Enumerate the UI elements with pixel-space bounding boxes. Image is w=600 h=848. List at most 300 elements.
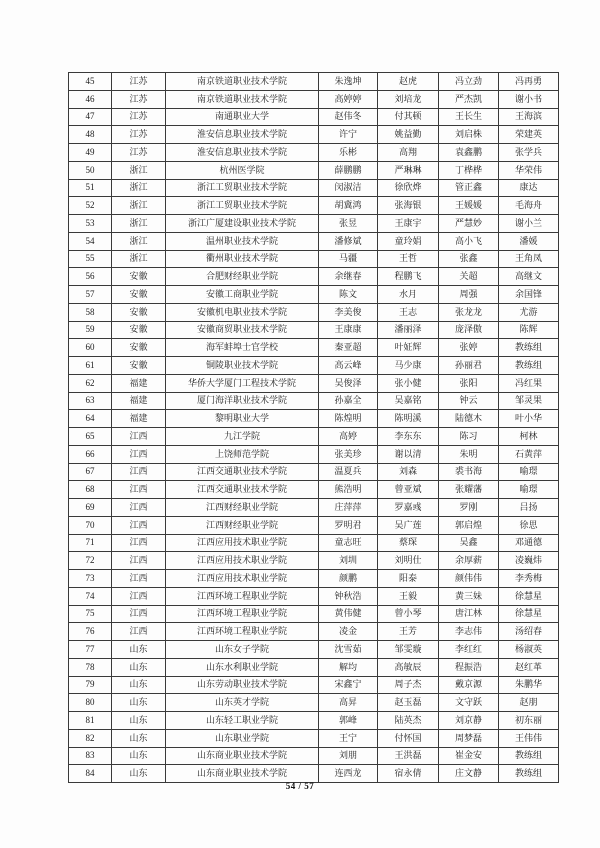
member-name-4: 谢小兰 [499, 215, 559, 233]
member-name-4: 陈辉 [499, 321, 559, 339]
table-row [69, 303, 559, 321]
province: 山东 [112, 694, 166, 712]
province: 福建 [112, 410, 166, 428]
row-number: 83 [69, 747, 112, 765]
member-name-2: 宿永倩 [378, 765, 439, 783]
row-number: 81 [69, 712, 112, 730]
member-name-3: 袁鑫鹏 [439, 144, 499, 162]
member-name-3: 张龙龙 [439, 303, 499, 321]
member-name-2: 王志 [378, 303, 439, 321]
member-name-2: 张小健 [378, 374, 439, 392]
member-name-4: 高继文 [499, 268, 559, 286]
member-name-2: 王芳 [378, 623, 439, 641]
member-name-4: 教练组 [499, 339, 559, 357]
member-name-2: 马少康 [378, 357, 439, 375]
row-number: 60 [69, 339, 112, 357]
table-row [69, 605, 559, 623]
member-name-3: 唐江林 [439, 605, 499, 623]
school-name: 淮安信息职业技术学院 [166, 144, 319, 162]
member-name-2: 李东东 [378, 428, 439, 446]
table-row [69, 268, 559, 286]
member-name-1: 高婷 [319, 428, 378, 446]
member-name-4: 柯林 [499, 428, 559, 446]
row-number: 78 [69, 658, 112, 676]
member-name-3: 黄三妹 [439, 587, 499, 605]
member-name-4: 王伟伟 [499, 729, 559, 747]
province: 江西 [112, 481, 166, 499]
page-number: 54 / 57 [285, 781, 315, 791]
member-name-1: 吴俊泽 [319, 374, 378, 392]
member-name-2: 王洪磊 [378, 747, 439, 765]
school-name: 华侨大学厦门工程技术学院 [166, 374, 319, 392]
table-row [69, 179, 559, 197]
table-row [69, 286, 559, 304]
school-name: 山东水利职业学院 [166, 658, 319, 676]
member-name-3: 张鑫 [439, 250, 499, 268]
province: 山东 [112, 747, 166, 765]
member-name-4: 徐慧星 [499, 605, 559, 623]
province: 江苏 [112, 144, 166, 162]
row-number: 54 [69, 232, 112, 250]
member-name-1: 王宁 [319, 729, 378, 747]
school-name: 江西应用技术职业学院 [166, 570, 319, 588]
results-table [68, 72, 559, 783]
row-number: 49 [69, 144, 112, 162]
row-number: 46 [69, 90, 112, 108]
member-name-4: 喻璟 [499, 481, 559, 499]
school-name: 淮安信息职业技术学院 [166, 126, 319, 144]
member-name-3: 郭启煌 [439, 516, 499, 534]
member-name-2: 陆英杰 [378, 712, 439, 730]
row-number: 68 [69, 481, 112, 499]
member-name-4: 喻璟 [499, 463, 559, 481]
row-number: 69 [69, 499, 112, 517]
member-name-4: 杨淑英 [499, 641, 559, 659]
member-name-2: 潘丽泽 [378, 321, 439, 339]
table-row [69, 73, 559, 91]
member-name-1: 高婷婷 [319, 90, 378, 108]
table-row [69, 357, 559, 375]
table-row [69, 215, 559, 233]
province: 安徽 [112, 357, 166, 375]
school-name: 衢州职业技术学院 [166, 250, 319, 268]
member-name-2: 程鹏飞 [378, 268, 439, 286]
member-name-4: 汤绍春 [499, 623, 559, 641]
row-number: 62 [69, 374, 112, 392]
member-name-1: 闵淑洁 [319, 179, 378, 197]
member-name-3: 庄文静 [439, 765, 499, 783]
member-name-3: 王媛媛 [439, 197, 499, 215]
school-name: 铜陵职业技术学院 [166, 357, 319, 375]
member-name-4: 徐慧星 [499, 587, 559, 605]
province: 江西 [112, 570, 166, 588]
member-name-3: 刘京静 [439, 712, 499, 730]
table-row [69, 445, 559, 463]
row-number: 77 [69, 641, 112, 659]
member-name-2: 付其顿 [378, 108, 439, 126]
member-name-3: 庞泽傲 [439, 321, 499, 339]
member-name-2: 王毅 [378, 587, 439, 605]
school-name: 南京铁道职业技术学院 [166, 73, 319, 91]
member-name-2: 邹雯璇 [378, 641, 439, 659]
province: 江西 [112, 534, 166, 552]
school-name: 江西交通职业技术学院 [166, 463, 319, 481]
row-number: 53 [69, 215, 112, 233]
province: 安徽 [112, 303, 166, 321]
table-row [69, 552, 559, 570]
member-name-1: 孙嘉全 [319, 392, 378, 410]
member-name-2: 赵玉磊 [378, 694, 439, 712]
row-number: 70 [69, 516, 112, 534]
row-number: 75 [69, 605, 112, 623]
row-number: 84 [69, 765, 112, 783]
table-row [69, 232, 559, 250]
member-name-2: 蔡琛 [378, 534, 439, 552]
province: 福建 [112, 392, 166, 410]
row-number: 64 [69, 410, 112, 428]
member-name-4: 叶小华 [499, 410, 559, 428]
member-name-2: 曾亚斌 [378, 481, 439, 499]
table-row [69, 676, 559, 694]
province: 浙江 [112, 250, 166, 268]
member-name-2: 周子杰 [378, 676, 439, 694]
member-name-1: 刘圳 [319, 552, 378, 570]
results-table-body [69, 73, 559, 783]
member-name-4: 凌巍炜 [499, 552, 559, 570]
table-row [69, 712, 559, 730]
member-name-4: 潘媛 [499, 232, 559, 250]
school-name: 海军蚌埠士官学校 [166, 339, 319, 357]
member-name-1: 李美俊 [319, 303, 378, 321]
row-number: 74 [69, 587, 112, 605]
school-name: 浙江广厦建设职业技术学院 [166, 215, 319, 233]
member-name-4: 余国锋 [499, 286, 559, 304]
member-name-2: 刘培龙 [378, 90, 439, 108]
member-name-1: 张美珍 [319, 445, 378, 463]
table-row [69, 108, 559, 126]
province: 安徽 [112, 268, 166, 286]
member-name-2: 刘森 [378, 463, 439, 481]
province: 福建 [112, 374, 166, 392]
province: 山东 [112, 641, 166, 659]
province: 江西 [112, 463, 166, 481]
member-name-2: 吴嘉铭 [378, 392, 439, 410]
school-name: 浙江工贸职业技术学院 [166, 197, 319, 215]
school-name: 江西环境工程职业学院 [166, 605, 319, 623]
member-name-3: 戴京源 [439, 676, 499, 694]
row-number: 79 [69, 676, 112, 694]
table-row [69, 392, 559, 410]
member-name-3: 李红红 [439, 641, 499, 659]
member-name-3: 刘启株 [439, 126, 499, 144]
member-name-4: 教练组 [499, 765, 559, 783]
member-name-1: 陈煌明 [319, 410, 378, 428]
member-name-3: 罗刚 [439, 499, 499, 517]
member-name-1: 王康康 [319, 321, 378, 339]
member-name-1: 罗明君 [319, 516, 378, 534]
row-number: 65 [69, 428, 112, 446]
member-name-2: 陈明溪 [378, 410, 439, 428]
school-name: 合肥财经职业学院 [166, 268, 319, 286]
member-name-1: 潘修斌 [319, 232, 378, 250]
member-name-2: 高翔 [378, 144, 439, 162]
member-name-1: 秦亚超 [319, 339, 378, 357]
member-name-1: 陈文 [319, 286, 378, 304]
member-name-3: 陈习 [439, 428, 499, 446]
table-row [69, 321, 559, 339]
row-number: 66 [69, 445, 112, 463]
member-name-1: 颜鹏 [319, 570, 378, 588]
member-name-3: 吴鑫 [439, 534, 499, 552]
member-name-3: 高小飞 [439, 232, 499, 250]
province: 江西 [112, 516, 166, 534]
province: 江苏 [112, 126, 166, 144]
table-row [69, 481, 559, 499]
province: 浙江 [112, 179, 166, 197]
table-row [69, 250, 559, 268]
school-name: 山东劳动职业技术学院 [166, 676, 319, 694]
member-name-4: 吕扬 [499, 499, 559, 517]
table-row [69, 90, 559, 108]
member-name-3: 周梦磊 [439, 729, 499, 747]
table-row [69, 410, 559, 428]
member-name-2: 张海银 [378, 197, 439, 215]
member-name-4: 初东丽 [499, 712, 559, 730]
member-name-4: 邹灵果 [499, 392, 559, 410]
table-row [69, 747, 559, 765]
table-row [69, 694, 559, 712]
member-name-1: 黄伟健 [319, 605, 378, 623]
school-name: 山东女子学院 [166, 641, 319, 659]
member-name-2: 吴广莲 [378, 516, 439, 534]
row-number: 76 [69, 623, 112, 641]
member-name-1: 胡冀鸿 [319, 197, 378, 215]
province: 江苏 [112, 108, 166, 126]
table-row [69, 587, 559, 605]
member-name-1: 朱逸坤 [319, 73, 378, 91]
school-name: 江西应用技术职业学院 [166, 552, 319, 570]
member-name-3: 程振浩 [439, 658, 499, 676]
member-name-3: 朱明 [439, 445, 499, 463]
member-name-3: 冯立劲 [439, 73, 499, 91]
member-name-4: 冯再勇 [499, 73, 559, 91]
member-name-4: 冯红果 [499, 374, 559, 392]
province: 山东 [112, 729, 166, 747]
row-number: 59 [69, 321, 112, 339]
table-row [69, 428, 559, 446]
school-name: 厦门海洋职业技术学院 [166, 392, 319, 410]
member-name-4: 张学兵 [499, 144, 559, 162]
row-number: 67 [69, 463, 112, 481]
province: 浙江 [112, 232, 166, 250]
member-name-1: 连西龙 [319, 765, 378, 783]
row-number: 45 [69, 73, 112, 91]
province: 江西 [112, 587, 166, 605]
row-number: 56 [69, 268, 112, 286]
member-name-1: 沈雪茹 [319, 641, 378, 659]
row-number: 80 [69, 694, 112, 712]
row-number: 72 [69, 552, 112, 570]
member-name-2: 付怀国 [378, 729, 439, 747]
member-name-2: 罗嘉彧 [378, 499, 439, 517]
table-row [69, 729, 559, 747]
school-name: 江西应用技术职业学院 [166, 534, 319, 552]
member-name-1: 宋鑫宁 [319, 676, 378, 694]
school-name: 安徽机电职业技术学院 [166, 303, 319, 321]
member-name-4: 朱鹏华 [499, 676, 559, 694]
row-number: 82 [69, 729, 112, 747]
school-name: 九江学院 [166, 428, 319, 446]
member-name-1: 余继春 [319, 268, 378, 286]
member-name-2: 刘明仕 [378, 552, 439, 570]
member-name-1: 童志旺 [319, 534, 378, 552]
member-name-1: 钟秋浩 [319, 587, 378, 605]
member-name-1: 庄萍萍 [319, 499, 378, 517]
member-name-4: 教练组 [499, 357, 559, 375]
school-name: 温州职业技术学院 [166, 232, 319, 250]
school-name: 黎明职业大学 [166, 410, 319, 428]
member-name-1: 高昇 [319, 694, 378, 712]
member-name-2: 王哲 [378, 250, 439, 268]
member-name-4: 王角凤 [499, 250, 559, 268]
province: 山东 [112, 765, 166, 783]
province: 安徽 [112, 286, 166, 304]
table-row [69, 126, 559, 144]
member-name-4: 教练组 [499, 747, 559, 765]
member-name-1: 熊浩明 [319, 481, 378, 499]
table-row [69, 339, 559, 357]
table-row [69, 161, 559, 179]
member-name-3: 李志伟 [439, 623, 499, 641]
school-name: 上饶师范学院 [166, 445, 319, 463]
member-name-1: 张昱 [319, 215, 378, 233]
province: 浙江 [112, 215, 166, 233]
province: 江西 [112, 499, 166, 517]
province: 江西 [112, 445, 166, 463]
row-number: 55 [69, 250, 112, 268]
member-name-2: 童玲娟 [378, 232, 439, 250]
member-name-4: 毛海舟 [499, 197, 559, 215]
row-number: 61 [69, 357, 112, 375]
row-number: 48 [69, 126, 112, 144]
table-row [69, 570, 559, 588]
member-name-3: 裘书海 [439, 463, 499, 481]
member-name-4: 康达 [499, 179, 559, 197]
province: 山东 [112, 658, 166, 676]
member-name-3: 严慧妙 [439, 215, 499, 233]
member-name-2: 赵虎 [378, 73, 439, 91]
school-name: 浙江工贸职业技术学院 [166, 179, 319, 197]
province: 安徽 [112, 339, 166, 357]
table-row [69, 765, 559, 783]
member-name-3: 王长生 [439, 108, 499, 126]
member-name-4: 石黄萍 [499, 445, 559, 463]
member-name-1: 许宁 [319, 126, 378, 144]
member-name-2: 谢以清 [378, 445, 439, 463]
member-name-4: 谢小书 [499, 90, 559, 108]
row-number: 73 [69, 570, 112, 588]
member-name-3: 钟云 [439, 392, 499, 410]
member-name-2: 叶姃辉 [378, 339, 439, 357]
member-name-3: 张婷 [439, 339, 499, 357]
member-name-4: 荣建英 [499, 126, 559, 144]
member-name-1: 马疆 [319, 250, 378, 268]
row-number: 51 [69, 179, 112, 197]
province: 江西 [112, 428, 166, 446]
province: 山东 [112, 676, 166, 694]
school-name: 山东商业职业技术学院 [166, 747, 319, 765]
member-name-3: 周强 [439, 286, 499, 304]
member-name-3: 陆德木 [439, 410, 499, 428]
member-name-2: 姚益勤 [378, 126, 439, 144]
school-name: 山东商业职业技术学院 [166, 765, 319, 783]
province: 江西 [112, 605, 166, 623]
member-name-4: 赵红革 [499, 658, 559, 676]
row-number: 57 [69, 286, 112, 304]
member-name-4: 李秀梅 [499, 570, 559, 588]
row-number: 52 [69, 197, 112, 215]
province: 安徽 [112, 321, 166, 339]
school-name: 山东职业学院 [166, 729, 319, 747]
member-name-3: 张阳 [439, 374, 499, 392]
member-name-4: 王海滨 [499, 108, 559, 126]
member-name-3: 文守跃 [439, 694, 499, 712]
row-number: 71 [69, 534, 112, 552]
table-row [69, 534, 559, 552]
province: 浙江 [112, 161, 166, 179]
table-row [69, 623, 559, 641]
school-name: 山东轻工职业学院 [166, 712, 319, 730]
member-name-1: 薛鹏鹏 [319, 161, 378, 179]
row-number: 47 [69, 108, 112, 126]
member-name-4: 尤游 [499, 303, 559, 321]
table-row [69, 499, 559, 517]
table-row [69, 144, 559, 162]
member-name-3: 颜伟伟 [439, 570, 499, 588]
school-name: 安徽商贸职业技术学院 [166, 321, 319, 339]
table-row [69, 658, 559, 676]
member-name-3: 孙丽君 [439, 357, 499, 375]
school-name: 安徽工商职业学院 [166, 286, 319, 304]
table-row [69, 516, 559, 534]
school-name: 杭州医学院 [166, 161, 319, 179]
province: 山东 [112, 712, 166, 730]
member-name-3: 张耀藩 [439, 481, 499, 499]
table-row [69, 197, 559, 215]
member-name-2: 王康宇 [378, 215, 439, 233]
member-name-3: 余厚薪 [439, 552, 499, 570]
member-name-1: 解均 [319, 658, 378, 676]
member-name-3: 关超 [439, 268, 499, 286]
province: 江西 [112, 623, 166, 641]
member-name-3: 管正鑫 [439, 179, 499, 197]
member-name-1: 高云峰 [319, 357, 378, 375]
school-name: 江西财经职业学院 [166, 499, 319, 517]
member-name-4: 赵朋 [499, 694, 559, 712]
member-name-2: 曾小琴 [378, 605, 439, 623]
province: 江苏 [112, 73, 166, 91]
member-name-1: 郭峰 [319, 712, 378, 730]
member-name-1: 刘朋 [319, 747, 378, 765]
member-name-2: 阳泰 [378, 570, 439, 588]
member-name-2: 徐欣烨 [378, 179, 439, 197]
row-number: 58 [69, 303, 112, 321]
school-name: 山东英才学院 [166, 694, 319, 712]
member-name-2: 严琳琳 [378, 161, 439, 179]
member-name-4: 邓通德 [499, 534, 559, 552]
school-name: 江西交通职业技术学院 [166, 481, 319, 499]
school-name: 南京铁道职业技术学院 [166, 90, 319, 108]
